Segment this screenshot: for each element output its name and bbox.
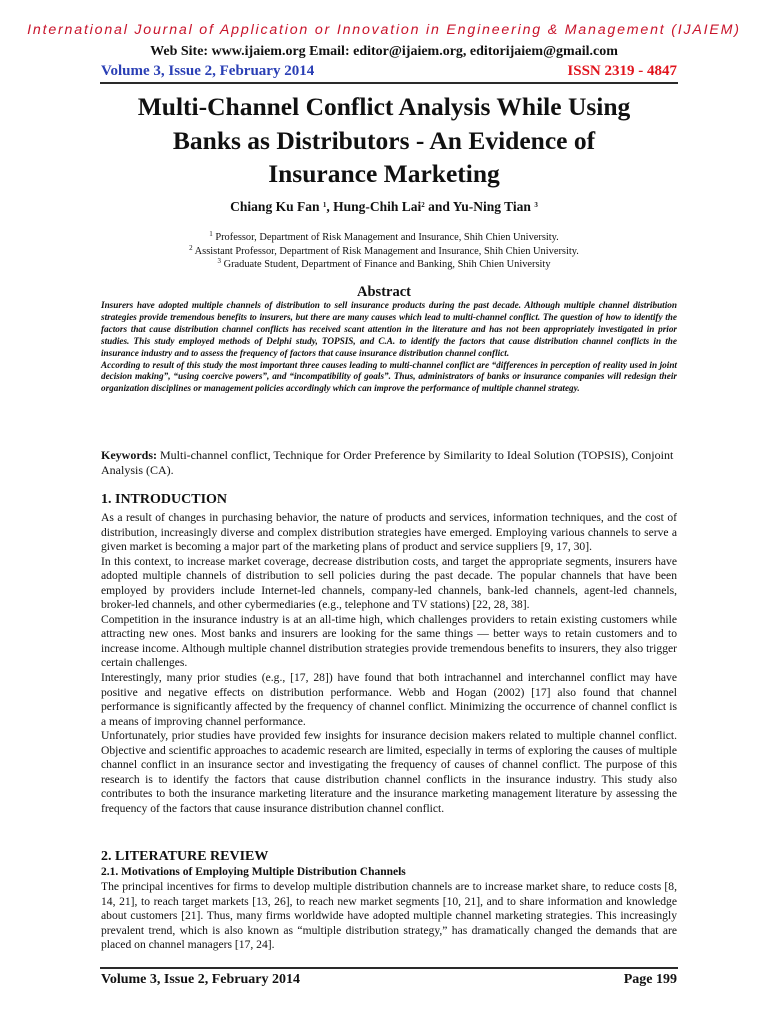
keywords-text: Multi-channel conflict, Technique for Order Preference by Similarity to Ideal Solution (TOPSIS), Conjoint Analysis (CA). — [101, 448, 674, 477]
author-name: Chiang Ku Fan — [230, 199, 323, 214]
affiliation-text: Professor, Department of Risk Management and Insurance, Shih Chien University. — [212, 232, 559, 243]
author-list — [0, 199, 768, 215]
issn-label: ISSN 2319 - 4847 — [567, 63, 677, 79]
affiliation — [0, 245, 768, 259]
issue-info-row — [101, 63, 677, 80]
page-number: Page 199 — [623, 972, 677, 987]
affiliation-marker: 2 — [189, 243, 193, 252]
affiliation-marker: 1 — [209, 230, 213, 238]
header-rule — [100, 82, 678, 84]
footer-volume: Volume 3, Issue 2, February 2014 — [101, 972, 300, 987]
footer-rule — [100, 967, 678, 969]
keywords — [101, 448, 677, 477]
affiliation-text: Graduate Student, Department of Finance and Banking, Shih Chien University — [220, 259, 551, 270]
volume-label: Volume 3, Issue 2, February 2014 — [101, 63, 315, 79]
author-marker: 3 — [534, 201, 538, 209]
paragraph: Interestingly, many prior studies (e.g., [17, 28]) have found that both intrachannel and interchannel conflict may have positive and negative effects on distribution performance. Webb and Hogan (2002) [17] also found that channel performance is significantly affected by the frequency of channel conflict. Minimizing the occurrence of channel conflict is a means of improving channel performance. — [101, 671, 677, 728]
subsection-heading: 2.1. Motivations of Employing Multiple Distribution Channels — [101, 866, 406, 878]
title-line: Insurance Marketing — [268, 159, 500, 188]
section-body — [101, 880, 677, 953]
affiliation-list — [0, 231, 768, 272]
journal-name: International Journal of Application or Innovation in Engineering & Management (IJAIEM) — [27, 22, 741, 38]
abstract-paragraph: According to result of this study the most important three causes leading to multi-channel conflict are “differences in perception of reality used in joint decision making”, “using coercive powers”, and “incompatibility of goals”. Thus, administrators of banks or insurance companies will redesign their organization disciplines or management policies accordingly which can improve the performance of multiple channel strategy. — [101, 359, 677, 394]
author-marker: 1 — [322, 201, 327, 209]
section-body — [101, 511, 677, 816]
affiliation-marker: 3 — [217, 257, 221, 265]
abstract-body — [101, 300, 677, 395]
section-heading: 2. LITERATURE REVIEW — [101, 849, 269, 864]
paragraph: Unfortunately, prior studies have provided few insights for insurance decision makers related to multiple channel conflict. Objective and scientific approaches to academic research are limited, especially in terms of exploring the causes of multiple channel conflict in an insurance sector and investigating the frequency of causes of channel conflict. The purpose of this research is to identify the factors that cause distribution channel conflicts in the insurance industry. This study also contributes to both the insurance marketing literature and the insurance marketing management literature by assessing the frequency of the factors that cause insurance distribution channel conflict. — [101, 729, 677, 815]
journal-contact: Web Site: www.ijaiem.org Email: editor@ijaiem.org, editorijaiem@gmail.com — [150, 44, 618, 59]
author-marker: 2 — [421, 201, 425, 209]
paragraph: As a result of changes in purchasing behavior, the nature of products and services, information techniques, and the cost of distribution, increasingly diverse and complex distribution strategies have emerged. Employing various channels to serve a given market is becoming a major part of the marketing plans of product and service suppliers [9, 17, 30]. — [101, 511, 677, 554]
abstract-heading: Abstract — [357, 284, 411, 300]
title-line: Multi-Channel Conflict Analysis While Using — [137, 92, 631, 121]
affiliation-text: Assistant Professor, Department of Risk Management and Insurance, Shih Chien University. — [192, 245, 579, 257]
author-name: and Yu-Ning Tian — [424, 199, 535, 214]
abstract-paragraph: Insurers have adopted multiple channels of distribution to sell insurance products during the past decade. Although multiple channel distribution strategies provide tremendous benefits to insurers, but there are many causes which lead to multi-channel conflict. The question of how to identify the factors that cause distribution channel conflicts has received scant attention in the literature and has not been appropriately investigated in prior studies. This study employed methods of Delphi study, TOPSIS, and C.A. to identify the factors that cause distribution channel conflicts in the insurance industry and to assess the frequency of factors that cause insurance distribution channel conflict. — [101, 300, 677, 358]
affiliation — [0, 231, 768, 245]
author-name: , Hung-Chih Lai — [326, 199, 422, 214]
title-line: Banks as Distributors - An Evidence of — [172, 125, 596, 155]
paragraph: Competition in the insurance industry is at an all-time high, which challenges providers to retain existing customers while attracting new ones. Most banks and insurers are looking for the same things — better ways to retain customers and to increase income. Although multiple channel distribution strategies provide tremendous benefits to insurers, they also trigger certain challenges. — [101, 612, 677, 670]
paragraph: The principal incentives for firms to develop multiple distribution channels are to increase market share, to reduce costs [8, 14, 21], to reach target markets [13, 26], to reach new market segments [10, 21], and to share information and knowledge about customers [21]. Thus, many firms worldwide have adopted multiple channel marketing strategies. This increasingly prevalent trend, which is also known as “multiple distribution strategy,” has dramatically changed the demands that are placed on channel managers [17, 24]. — [101, 880, 677, 952]
page-footer — [101, 972, 677, 988]
keywords-label: Keywords: — [101, 448, 157, 462]
paper-title — [90, 90, 678, 191]
affiliation — [0, 258, 768, 272]
section-heading: 1. INTRODUCTION — [101, 492, 228, 507]
paragraph: In this context, to increase market coverage, decrease distribution costs, and target the appropriate segments, insurers have adopted multiple channels of distribution to sell policies during the past decade. The popular channels that have been employed by providers include Internet-led channels, company-led channels, bank-led channels, agent-led channels, broker-led channels, and other cybermediaries (e.g., telephone and TV stations) [22, 28, 38]. — [101, 554, 677, 612]
